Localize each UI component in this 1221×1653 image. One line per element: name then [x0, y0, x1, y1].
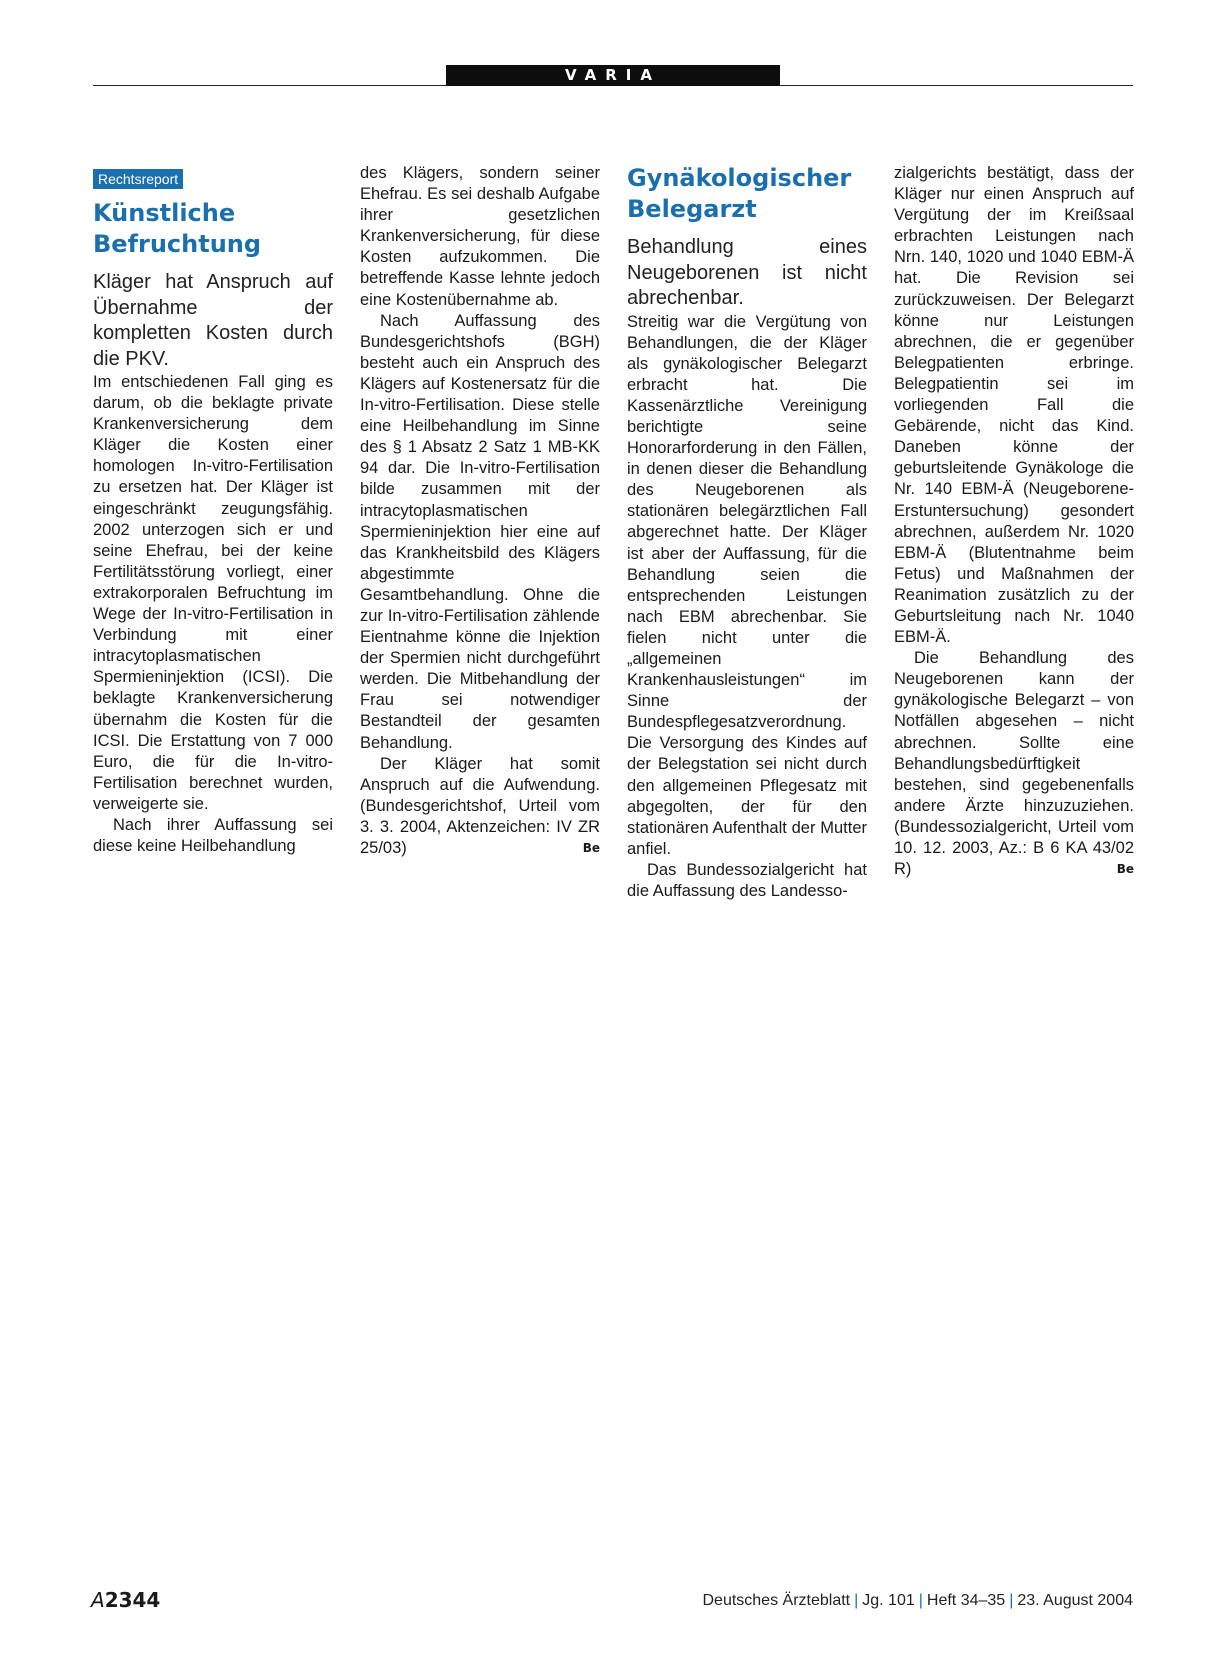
column-1	[93, 163, 333, 857]
page-prefix: A	[91, 1588, 105, 1612]
body-paragraph: Im entschiedenen Fall ging es darum, ob die beklagte private Krankenversicherung dem Kläger die Kosten einer homologen In-vitro-Fertilisation zu ersetzen hat. Der Kläger ist eingeschränkt zeugungsfähig. 2002 unterzogen sich er und seine Ehefrau, bei der keine Fertilitätsstörung vorliegt, einer extrakorporalen Befruchtung im Wege der In-vitro-Fertilisation in Verbindung mit einer intracytoplasmatischen Spermieninjektion (ICSI). Die beklagte Krankenversicherung übernahm die Kosten für die ICSI. Die Erstattung von 7 000 Euro, die für die In-vitro-Fertilisation berechnet wurden, verweigerte sie.	[93, 373, 333, 813]
column-2	[360, 163, 600, 859]
column-3	[627, 163, 867, 902]
separator: |	[1009, 1592, 1014, 1609]
column-4	[894, 163, 1134, 880]
article-2-deck: Behandlung eines Neugeborenen ist nicht abrechenbar.	[627, 236, 867, 309]
footer-citation	[702, 1590, 1133, 1612]
journal-volume: Jg. 101	[862, 1592, 915, 1609]
body-text: Der Kläger hat somit Anspruch auf die Aufwendung. (Bundesgerichtshof, Urteil vom 3. 3. 2004, Aktenzeichen: IV ZR 25/03)	[360, 754, 600, 857]
author-signature: Be	[1116, 862, 1134, 877]
body-text: Die Behandlung des Neugeborenen kann der gynäkologische Belegarzt – von Notfällen abgesehen – nicht abrechnen. Sollte eine Behandlungsbedürftigkeit bestehen, sind gegebenenfalls andere Ärzte hinzuzuziehen. (Bundessozialgericht, Urteil vom 10. 12. 2003, Az.: B 6 KA 43/02 R)	[894, 649, 1134, 879]
body-paragraph: zialgerichts bestätigt, dass der Kläger nur einen Anspruch auf Vergütung der im Kreißsaal erbrachten Leistungen nach Nrn. 140, 1020 und 1040 EBM-Ä hat. Die Revision sei zurückzuweisen. Der Belegarzt könne nur Leistungen abrechnen, die er gegenüber Belegpatienten erbringe. Belegpatientin sei im vorliegenden Fall die Gebärende, nicht das Kind. Daneben könne der geburtsleitende Gynäkologe die Nr. 140 EBM-Ä (Neugeborene-Erstuntersuchung) gesondert abrechnen, außerdem Nr. 1020 EBM-Ä (Blutentnahme beim Fetus) und Maßnahmen der Reanimation zusätzlich zu der Geburtsleitung nach Nr. 1040 EBM-Ä.	[894, 164, 1134, 647]
rubric-badge: Rechtsreport	[93, 169, 183, 189]
journal-issue: Heft 34–35	[926, 1592, 1006, 1609]
section-label: VARIA	[446, 65, 780, 86]
journal-name: Deutsches Ärzteblatt	[702, 1592, 851, 1609]
body-paragraph	[360, 754, 600, 859]
body-paragraph: Streitig war die Vergütung von Behandlungen, die der Kläger als gynäkologischer Belegarzt erbracht hat. Die Kassenärztliche Vereinigung berichtigte seine Honorarforderung in den Fällen, in denen dieser die Behandlung des Neugeborenen als stationären belegärztlichen Fall abgerechnet hatte. Der Kläger ist aber der Auffassung, für die Behandlung seien die entsprechenden Leistungen nach EBM abrechenbar. Sie fielen nicht unter die „allgemeinen Krankenhausleistungen“ im Sinne der Bundespflegesatzverordnung. Die Versorgung des Kindes auf der Belegstation sei nicht durch den allgemeinen Pflegesatz mit abgegolten, der für den stationären Aufenthalt der Mutter anfiel.	[627, 312, 867, 858]
separator: |	[918, 1592, 923, 1609]
article-1-deck: Kläger hat Anspruch auf Übernahme der kompletten Kosten durch die PKV.	[93, 271, 333, 370]
body-paragraph: des Klägers, sondern seiner Ehefrau. Es sei deshalb Aufgabe ihrer gesetzlichen Krankenversicherung, für diese Kosten aufzukommen. Die betreffende Kasse lehnte jedoch eine Kostenübernahme ab.	[360, 164, 600, 309]
body-paragraph: Nach Auffassung des Bundesgerichtshofs (BGH) besteht auch ein Anspruch des Klägers auf Kostenersatz für die In-vitro-Fertilisation. Diese stelle eine Heilbehandlung im Sinne des § 1 Absatz 2 Satz 1 MB-KK 94 dar. Die In-vitro-Fertilisation bilde zusammen mit der intracytoplasmatischen Spermieninjektion hier eine auf das Krankheitsbild des Klägers abgestimmte Gesamtbehandlung. Ohne die zur In-vitro-Fertilisation zählende Eientnahme könne die Injektion der Spermien nicht durchgeführt werden. Die Mitbehandlung der Frau sei notwendiger Bestandteil der gesamten Behandlung.	[360, 311, 600, 752]
body-paragraph	[894, 648, 1134, 880]
separator: |	[854, 1592, 859, 1609]
publication-date: 23. August 2004	[1017, 1592, 1133, 1609]
body-paragraph: Nach ihrer Auffassung sei diese keine Heilbehandlung	[93, 815, 333, 856]
body-paragraph: Das Bundessozialgericht hat die Auffassung des Landesso-	[627, 860, 867, 901]
page-number	[91, 1588, 160, 1612]
author-signature: Be	[582, 841, 600, 855]
page-number-value: 2344	[104, 1588, 161, 1612]
article-2-title: Gynäkologischer Belegarzt	[627, 164, 852, 223]
article-1-title: Künstliche Befruchtung	[93, 199, 262, 258]
